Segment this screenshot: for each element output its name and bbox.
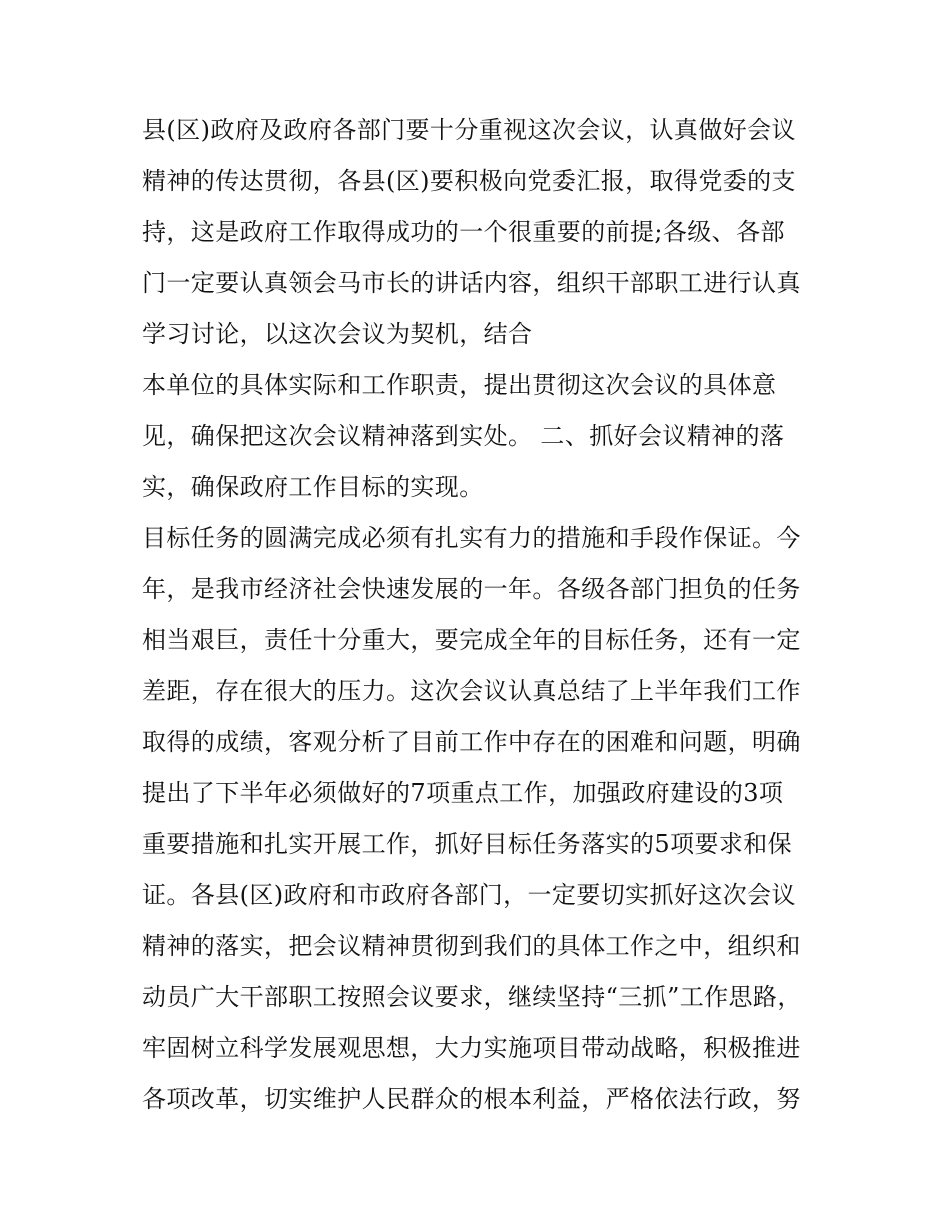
text-line: 精神的传达贯彻，各县(区)要积极向党委汇报，取得党委的支 xyxy=(142,167,796,195)
text-line: 持，这是政府工作取得成功的一个很重要的前提;各级、各部 xyxy=(142,218,785,246)
text-line: 目标任务的圆满完成必须有扎实有力的措施和手段作保证。今 xyxy=(142,524,801,552)
text-line: 重要措施和扎实开展工作，抓好目标任务落实的5项要求和保 xyxy=(142,830,793,858)
body-text xyxy=(142,105,842,1125)
text-line: 提出了下半年必须做好的7项重点工作，加强政府建设的3项 xyxy=(142,779,784,807)
text-line: 县(区)政府及政府各部门要十分重视这次会议，认真做好会议 xyxy=(142,116,796,144)
text-line: 实，确保政府工作目标的实现。 xyxy=(142,473,484,501)
text-line: 证。各县(区)政府和市政府各部门，一定要切实抓好这次会议 xyxy=(142,881,796,909)
text-line: 年，是我市经济社会快速发展的一年。各级各部门担负的任务 xyxy=(142,575,801,603)
text-line: 牢固树立科学发展观思想，大力实施项目带动战略，积极推进 xyxy=(142,1034,801,1062)
text-line: 精神的落实，把会议精神贯彻到我们的具体工作之中，组织和 xyxy=(142,932,801,960)
text-line: 各项改革，切实维护人民群众的根本利益，严格依法行政，努 xyxy=(142,1085,801,1113)
text-line: 见，确保把这次会议精神落到实处。 二、抓好会议精神的落 xyxy=(142,422,785,450)
text-line: 本单位的具体实际和工作职责，提出贯彻这次会议的具体意 xyxy=(142,371,777,399)
text-line: 相当艰巨，责任十分重大，要完成全年的目标任务，还有一定 xyxy=(142,626,801,654)
text-line: 差距，存在很大的压力。这次会议认真总结了上半年我们工作 xyxy=(142,677,801,705)
text-line: 门一定要认真领会马市长的讲话内容，组织干部职工进行认真 xyxy=(142,269,801,297)
text-line: 动员广大干部职工按照会议要求，继续坚持“三抓”工作思路， xyxy=(142,983,802,1011)
text-line: 学习讨论，以这次会议为契机，结合 xyxy=(142,320,533,348)
text-line: 取得的成绩，客观分析了目前工作中存在的困难和问题，明确 xyxy=(142,728,801,756)
